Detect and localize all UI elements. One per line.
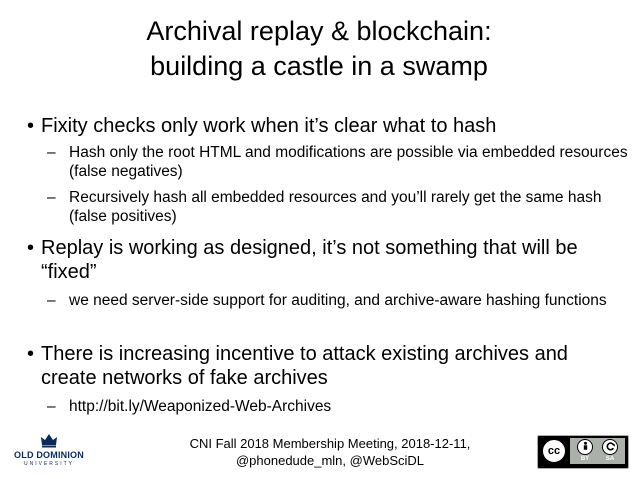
slide-title xyxy=(0,14,638,84)
logo-subtitle: UNIVERSITY xyxy=(23,461,74,467)
slide-title-line1: Archival replay & blockchain: xyxy=(146,16,492,46)
sub-bullet-marker: – xyxy=(47,189,56,206)
sub-bullet-text: Recursively hash all embedded resources and you’ll rarely get the same hash (false positives) xyxy=(69,189,602,225)
bullet-marker: • xyxy=(27,237,35,259)
logo-name: OLD DOMINION xyxy=(14,450,84,460)
footer-line2: @phonedude_mln, @WebSciDL xyxy=(235,453,425,468)
cc-license-badge xyxy=(537,435,629,469)
bullet-marker: • xyxy=(27,115,35,137)
bullet-text: Fixity checks only work when it’s clear what to hash xyxy=(41,115,497,137)
sub-bullet-marker: – xyxy=(47,398,56,415)
sa-label: SA xyxy=(605,456,615,462)
sub-bullet-marker: – xyxy=(47,292,56,309)
by-label: BY xyxy=(580,456,590,462)
sub-bullet-text: we need server-side support for auditing, and archive-aware hashing functions xyxy=(69,292,607,309)
share-alike-icon xyxy=(602,439,618,455)
person-icon xyxy=(579,440,592,453)
slide-title-line2: building a castle in a swamp xyxy=(150,51,488,81)
sub-bullet-link[interactable]: http://bit.ly/Weaponized-Web-Archives xyxy=(69,398,332,415)
bullet-text: Replay is working as designed, it’s not something that will be “fixed” xyxy=(41,237,578,283)
cc-icon: cc xyxy=(541,438,567,464)
bullet-marker: • xyxy=(27,343,35,365)
sub-bullet-text: Hash only the root HTML and modifications are possible via embedded resources (false negatives) xyxy=(69,144,628,180)
attribution-icon xyxy=(577,439,593,455)
share-alike-arrow-icon xyxy=(604,440,617,453)
bullet-text: There is increasing incentive to attack existing archives and create networks of fake archives xyxy=(41,343,568,389)
footer-line1: CNI Fall 2018 Membership Meeting, 2018-12-11, xyxy=(189,436,471,451)
sub-bullet-marker: – xyxy=(47,144,56,161)
cc-terms-panel xyxy=(570,438,625,464)
footer xyxy=(150,435,510,469)
crown-icon xyxy=(40,432,58,448)
odu-logo xyxy=(8,432,90,472)
